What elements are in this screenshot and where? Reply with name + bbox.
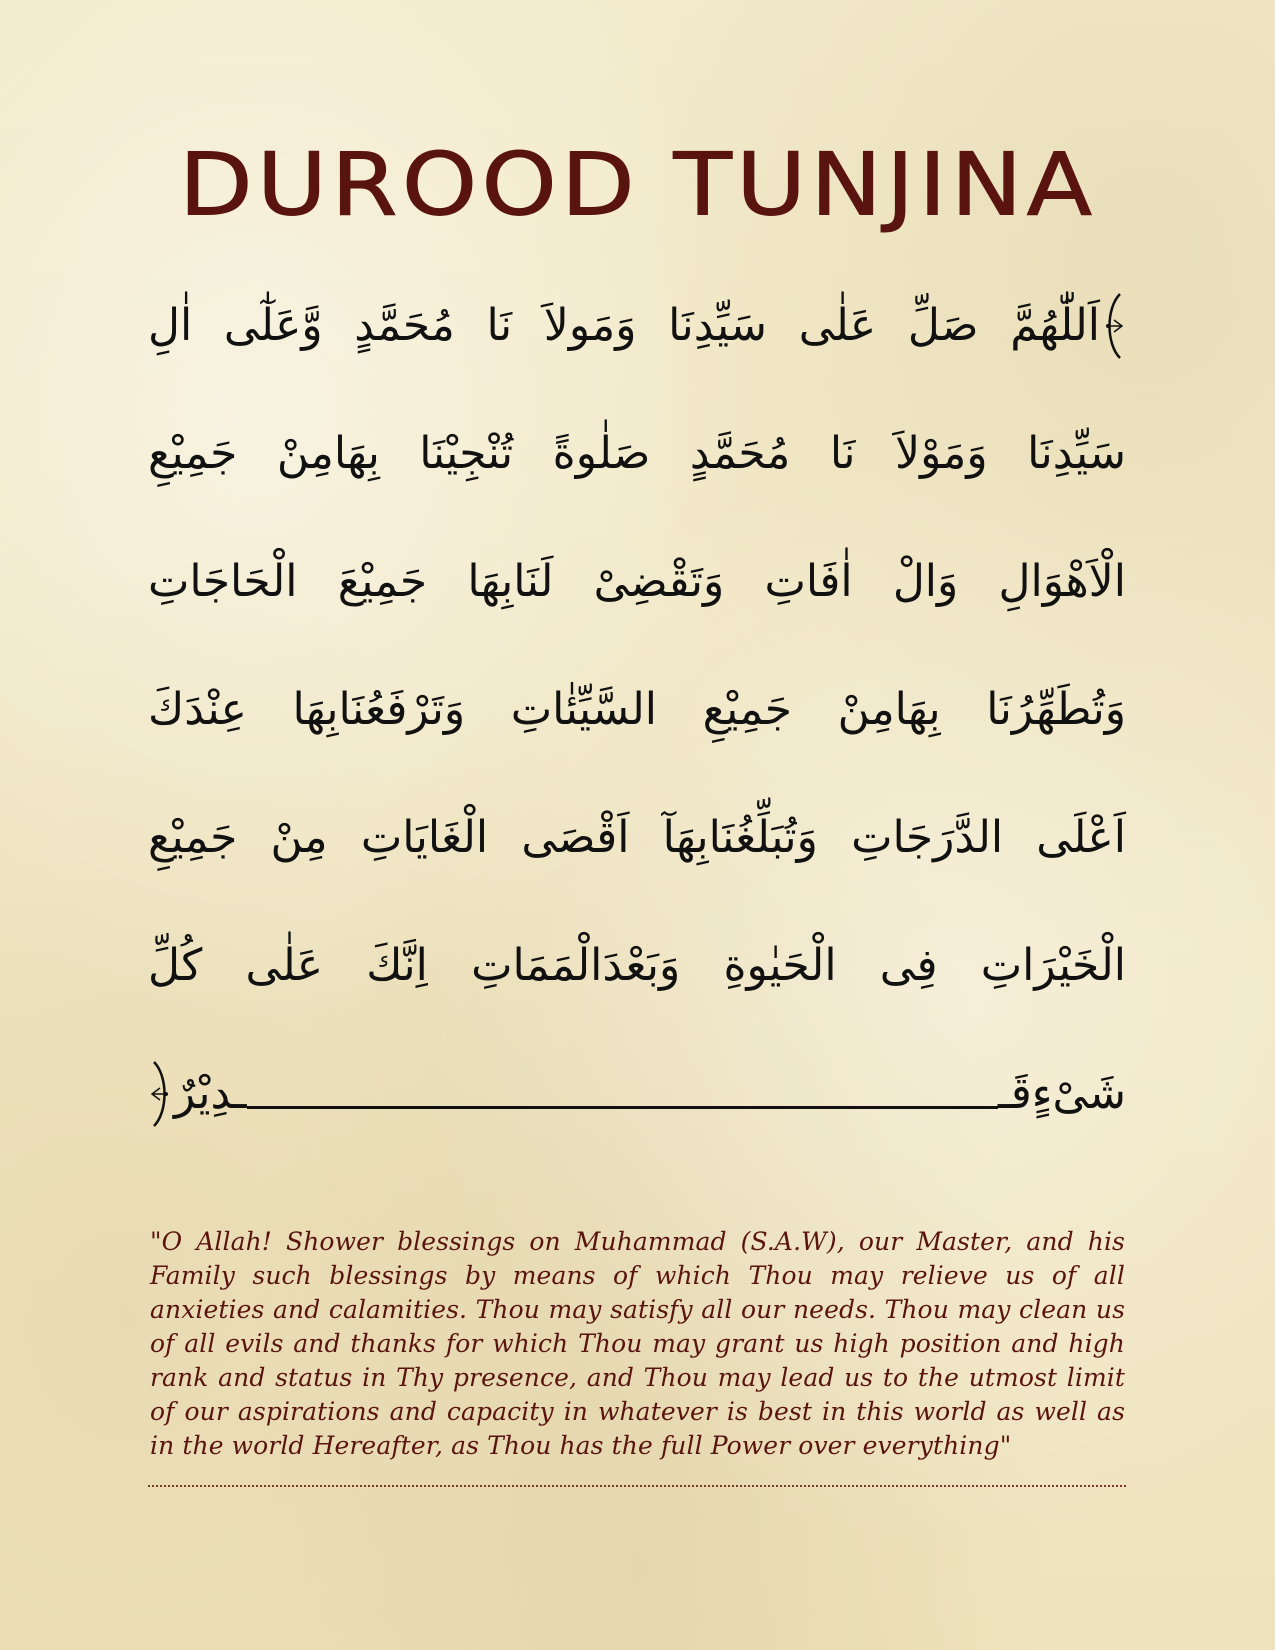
arabic-line-5: [148, 790, 1126, 918]
arabic-line-7: [148, 1046, 1126, 1146]
english-translation: "O Allah! Shower blessings on Muhammad (S.A.W), our Master, and his Family such blessings by means of which Thou may relieve us of all anxieties and calamities. Thou may satisfy all our needs. Thou may clean us of all evils and thanks for which Thou may grant us high position and high rank and status in Thy presence, and Thou may lead us to the utmost limit of our aspirations and capacity in whatever is best in this world as well as in the world Hereafter, as Thou has the full Power over everything": [150, 1227, 1125, 1460]
ornamental-bracket-open-icon: [1100, 290, 1126, 362]
page-title: DUROOD TUNJINA: [178, 134, 1097, 236]
arabic-text-block: [148, 278, 1126, 1146]
arabic-line-2: [148, 406, 1126, 534]
tatweel-extension: [247, 1106, 998, 1109]
arabic-line-3: [148, 534, 1126, 662]
arabic-last-end: ـدِيْرٌ: [174, 1068, 247, 1119]
arabic-line-1: [148, 278, 1126, 406]
arabic-line-text: سَيِّدِنَا وَمَوْلاَ نَا مُحَمَّدٍ صَلٰوةً تُنْجِيْنَا بِهَامِنْ جَمِيْعِ: [148, 428, 1126, 479]
arabic-line-text: الْخَيْرَاتِ فِى الْحَيٰوةِ وَبَعْدَالْمَمَاتِ اِنَّكَ عَلٰى كُلِّ: [148, 940, 1126, 991]
arabic-line-text: اَللّٰهُمَّ صَلِّ عَلٰى سَيِّدِنَا وَمَولاَ نَا مُحَمَّدٍ وَّعَلٰٓى اٰلِ: [148, 300, 1100, 351]
arabic-line-text: اَعْلَى الدَّرَجَاتِ وَتُبَلِّغُنَابِهَآ اَقْصَى الْغَايَاتِ مِنْ جَمِيْعِ: [148, 812, 1126, 863]
arabic-line-6: [148, 918, 1126, 1046]
arabic-last-start: شَىْءٍقَـ: [997, 1068, 1126, 1119]
arabic-line-text: الْاَهْوَالِ وَالْ اٰفَاتِ وَتَقْضِىْ لَنَابِهَا جَمِيْعَ الْحَاجَاتِ: [148, 556, 1126, 607]
arabic-line-4: [148, 662, 1126, 790]
ornamental-bracket-close-icon: [148, 1058, 174, 1130]
arabic-line-text: وَتُطَهِّرُنَا بِهَامِنْ جَمِيْعِ السَّيِّئٰاتِ وَتَرْفَعُنَابِهَا عِنْدَكَ: [148, 684, 1126, 735]
dotted-divider: [148, 1485, 1126, 1487]
